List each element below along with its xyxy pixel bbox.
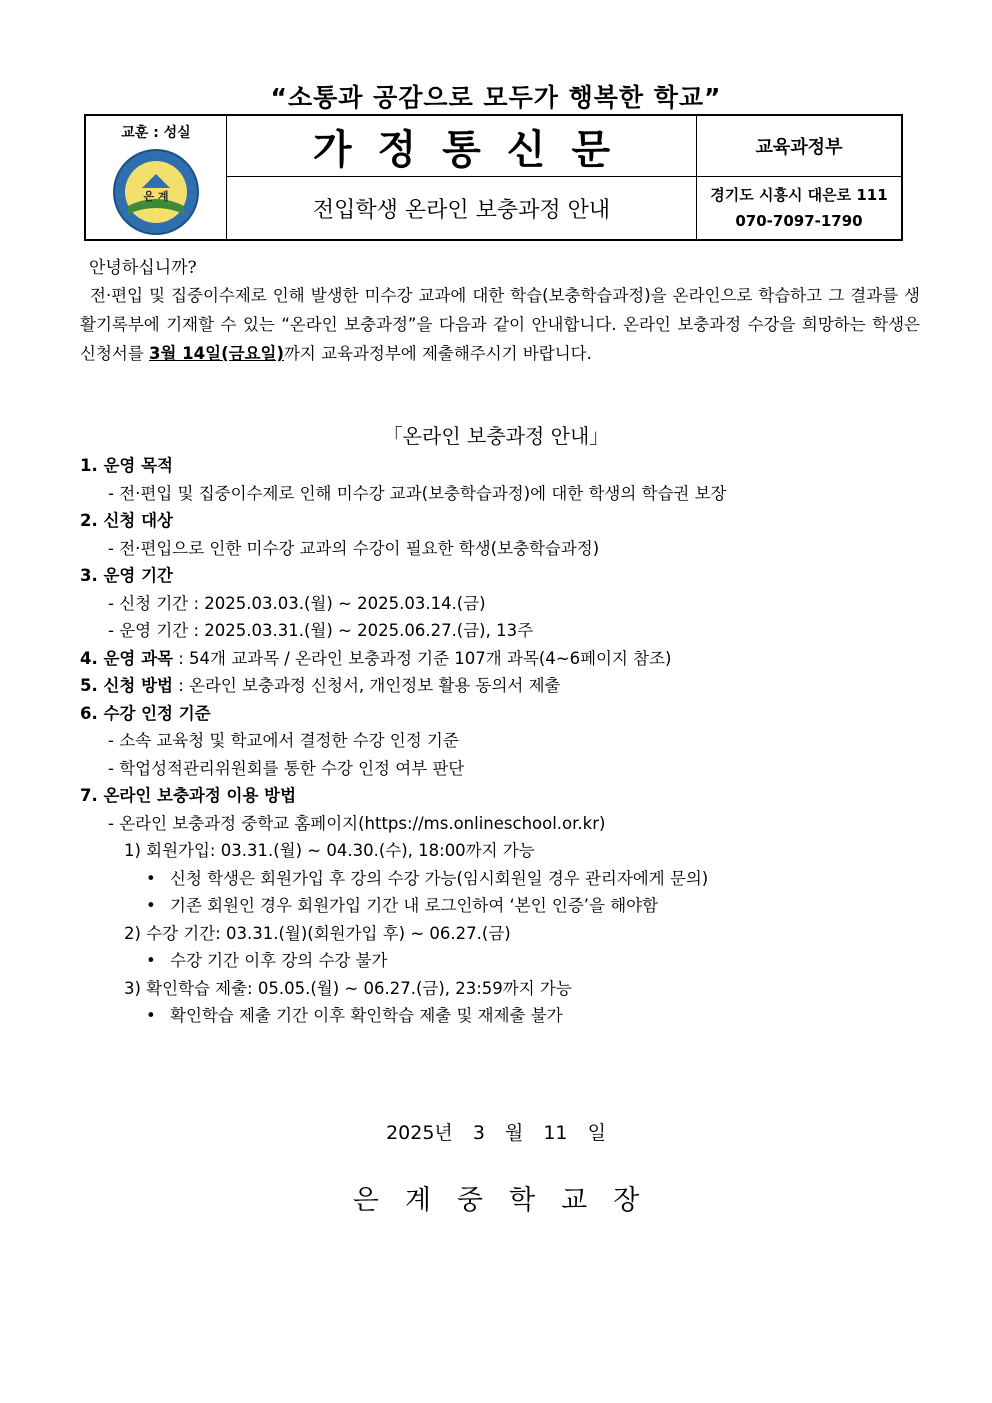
bullet-item xyxy=(80,865,940,893)
department-cell xyxy=(697,115,903,177)
item-method-text: : 온라인 보충과정 신청서, 개인정보 활용 동의서 제출 xyxy=(173,676,561,695)
department-name: 교육과정부 xyxy=(755,137,843,158)
bullet-icon: • xyxy=(146,951,156,970)
school-address: 경기도 시흥시 대은로 111 xyxy=(710,186,888,204)
item-method xyxy=(80,672,940,700)
school-motto: 교훈 : 성실 xyxy=(121,124,191,141)
item-subjects xyxy=(80,645,940,673)
list-item: - 전·편입 및 집중이수제로 인해 미수강 교과(보충학습과정)에 대한 학생의 학습권 보장 xyxy=(108,483,727,503)
intro-paragraph xyxy=(80,281,920,368)
item-title-usage: 7. 온라인 보충과정 이용 방법 xyxy=(80,786,297,805)
school-slogan: “소통과 공감으로 모두가 행복한 학교” xyxy=(270,83,722,112)
subtitle-cell xyxy=(227,177,697,241)
newsletter-header xyxy=(84,114,903,241)
item-title-period: 3. 운영 기간 xyxy=(80,566,173,585)
bullet-icon: • xyxy=(146,868,156,888)
bullet-text: 확인학습 제출 기간 이후 확인학습 제출 및 재제출 불가 xyxy=(170,1006,563,1025)
principal-signature: 은계중학교장 xyxy=(352,1185,666,1216)
item-title-method: 5. 신청 방법 xyxy=(80,676,173,695)
item-title-subjects: 4. 운영 과목 xyxy=(80,648,173,668)
school-phone: 070-7097-1790 xyxy=(735,212,863,230)
intro-text-2: 까지 교육과정부에 제출해주시기 바랍니다. xyxy=(283,344,592,363)
motto-cell xyxy=(85,115,227,240)
list-item: 3) 확인학습 제출: 05.05.(월) ~ 06.27.(금), 23:59까지 가능 xyxy=(124,978,572,998)
item-title-criteria: 6. 수강 인정 기준 xyxy=(80,703,211,723)
logo-text: 은 계 xyxy=(143,189,169,203)
bullet-item xyxy=(80,892,940,920)
greeting: 안녕하십니까? xyxy=(89,258,197,278)
bullet-text: 신청 학생은 회원가입 후 강의 수강 가능(임시회원일 경우 관리자에게 문의) xyxy=(170,868,709,888)
list-item: - 전·편입으로 인한 미수강 교과의 수강이 필요한 학생(보충학습과정) xyxy=(108,538,600,558)
list-item: - 소속 교육청 및 학교에서 결정한 수강 인정 기준 xyxy=(108,731,459,750)
issue-date: 2025년 3 월 11 일 xyxy=(386,1122,606,1144)
section-title: 「온라인 보충과정 안내」 xyxy=(382,424,610,448)
contact-cell xyxy=(697,177,903,241)
title-cell xyxy=(227,115,697,177)
item-title-purpose: 1. 운영 목적 xyxy=(80,456,173,475)
bullet-text: 기존 회원인 경우 회원가입 기간 내 로그인하여 ‘본인 인증’을 해야함 xyxy=(170,896,659,915)
list-item: - 운영 기간 : 2025.03.31.(월) ~ 2025.06.27.(금), 13주 xyxy=(108,621,534,640)
bullet-text: 수강 기간 이후 강의 수강 불가 xyxy=(170,951,388,970)
list-item: 1) 회원가입: 03.31.(월) ~ 04.30.(수), 18:00까지 가능 xyxy=(124,841,535,860)
bullet-item xyxy=(80,947,940,975)
newsletter-subtitle: 전입학생 온라인 보충과정 안내 xyxy=(312,197,611,223)
list-item: - 온라인 보충과정 중학교 홈페이지(https://ms.onlineschool.or.kr) xyxy=(108,813,606,833)
list-item: 2) 수강 기간: 03.31.(월)(회원가입 후) ~ 06.27.(금) xyxy=(124,923,511,943)
school-logo-icon xyxy=(112,148,200,236)
bullet-icon: • xyxy=(146,896,156,915)
info-list xyxy=(80,452,940,1030)
item-subjects-text: : 54개 교과목 / 온라인 보충과정 기준 107개 과목(4~6페이지 참조) xyxy=(173,648,672,668)
list-item: - 신청 기간 : 2025.03.03.(월) ~ 2025.03.14.(금) xyxy=(108,593,486,613)
newsletter-title: 가정통신문 xyxy=(312,126,637,173)
intro-text-1: 전·편입 및 집중이수제로 인해 발생한 미수강 교과에 대한 학습(보충학습과정)을 온라인으로 학습하고 그 결과를 생활기록부에 기재할 수 있는 “온라인 보충과정”을 다음과 같이 안내합니다. 온라인 보충과정 수강을 희망하는 학생은 신청서를 xyxy=(80,286,920,363)
list-item: - 학업성적관리위원회를 통한 수강 인정 여부 판단 xyxy=(108,758,465,778)
item-title-target: 2. 신청 대상 xyxy=(80,511,173,530)
bullet-item xyxy=(80,1002,940,1030)
bullet-icon: • xyxy=(146,1006,156,1025)
deadline-highlight: 3월 14일(금요일) xyxy=(149,344,284,363)
